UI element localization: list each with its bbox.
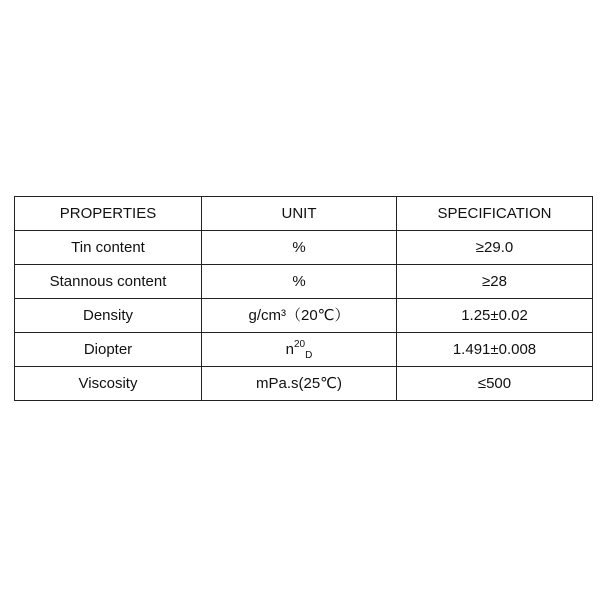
specification-cell: ≤500 bbox=[397, 367, 593, 401]
unit-cell: % bbox=[202, 265, 397, 299]
property-cell: Viscosity bbox=[15, 367, 202, 401]
unit-cell: % bbox=[202, 231, 397, 265]
header-specification: SPECIFICATION bbox=[397, 197, 593, 231]
specification-cell: ≥29.0 bbox=[397, 231, 593, 265]
table-row bbox=[15, 265, 593, 299]
table-row bbox=[15, 231, 593, 265]
table-row bbox=[15, 333, 593, 367]
specification-cell: 1.491±0.008 bbox=[397, 333, 593, 367]
header-unit: UNIT bbox=[202, 197, 397, 231]
unit-cell: g/cm³（20℃） bbox=[202, 299, 397, 333]
table-row bbox=[15, 299, 593, 333]
header-properties: PROPERTIES bbox=[15, 197, 202, 231]
specification-cell: 1.25±0.02 bbox=[397, 299, 593, 333]
property-cell: Density bbox=[15, 299, 202, 333]
unit-superscript: 20 bbox=[293, 339, 306, 350]
unit-base: n bbox=[285, 341, 294, 358]
unit-subscript: D bbox=[305, 350, 313, 361]
unit-cell: mPa.s(25℃) bbox=[202, 367, 397, 401]
property-cell: Diopter bbox=[15, 333, 202, 367]
specification-cell: ≥28 bbox=[397, 265, 593, 299]
property-cell: Stannous content bbox=[15, 265, 202, 299]
specification-table bbox=[14, 196, 593, 401]
property-cell: Tin content bbox=[15, 231, 202, 265]
unit-cell bbox=[202, 333, 397, 367]
table-row bbox=[15, 367, 593, 401]
header-row bbox=[15, 197, 593, 231]
